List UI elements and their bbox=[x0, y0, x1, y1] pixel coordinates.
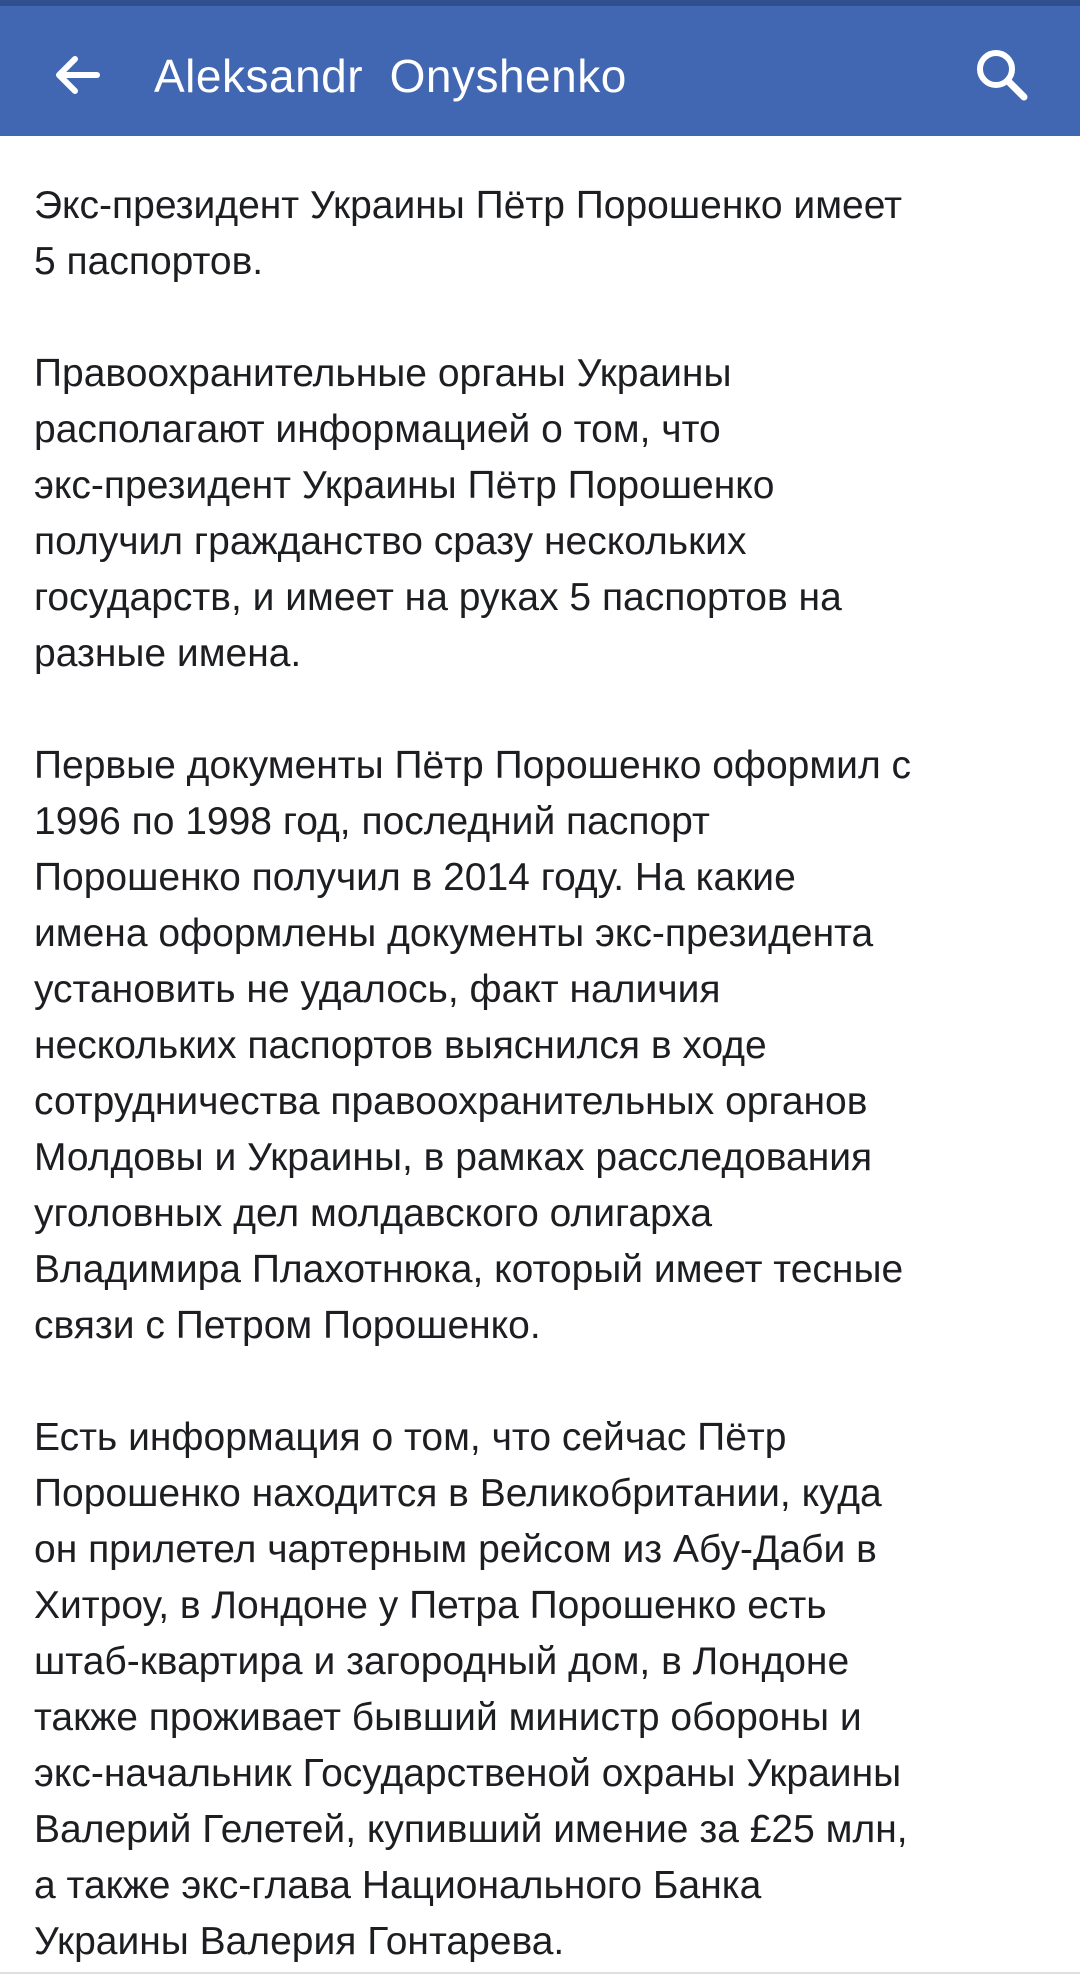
post-body bbox=[34, 178, 1044, 1970]
search-icon bbox=[973, 46, 1031, 104]
back-button[interactable] bbox=[38, 41, 118, 109]
arrow-left-icon bbox=[55, 55, 101, 95]
divider bbox=[0, 1972, 1080, 1974]
top-app-bar bbox=[0, 6, 1080, 136]
post-paragraph: Есть информация о том, что сейчас Пётр Порошенко находится в Великобритании, куда он прилетел чартерным рейсом из Абу-Даби в Хитроу, в Лондоне у Петра Порошенко есть штаб-квартира и загородный дом, в Лондоне также проживает бывший министр обороны и экс-начальник Государственой охраны Украины Валерий Гелетей, купивший имение за £25 млн, а также экс-глава Национального Банка Украины Валерия Гонтарева. bbox=[34, 1416, 908, 1963]
post-paragraph: Правоохранительные органы Украины располагают информацией о том, что экс-президент Украины Пётр Порошенко получил гражданство сразу нескольких государств, и имеет на руках 5 паспортов на разные имена. bbox=[34, 352, 842, 675]
post-paragraph: Экс-президент Украины Пётр Порошенко имеет 5 паспортов. bbox=[34, 184, 902, 283]
search-button[interactable] bbox=[962, 41, 1042, 109]
page-title: Aleksandr Onyshenko bbox=[154, 50, 627, 102]
post-paragraph: Первые документы Пётр Порошенко оформил с 1996 по 1998 год, последний паспорт Порошенко получил в 2014 году. На какие имена оформлены документы экс-президента установить не удалось, факт наличия нескольких паспортов выяснился в ходе сотрудничества правоохранительных органов Молдовы и Украины, в рамках расследования уголовных дел молдавского олигарха Владимира Плахотнюка, который имеет тесные связи с Петром Порошенко. bbox=[34, 744, 912, 1347]
